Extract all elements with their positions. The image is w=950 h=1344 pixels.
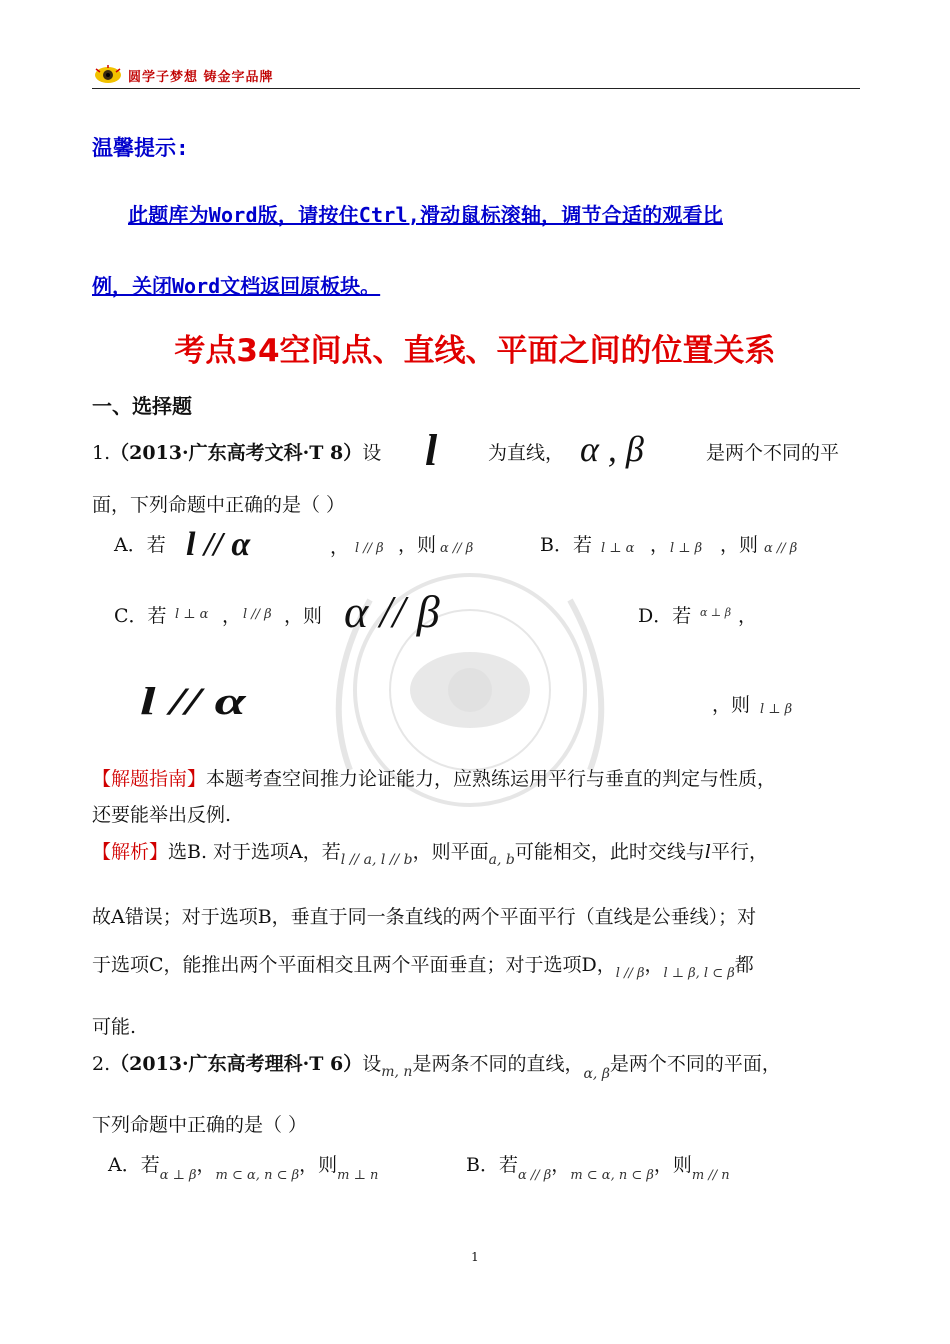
q1-solution-line-1 <box>92 837 768 868</box>
q2-option-a <box>108 1150 379 1183</box>
q2-lines-mn: m, n <box>381 1064 413 1080</box>
header-slogan: 圆学子梦想 铸金字品牌 <box>128 70 274 85</box>
q2-option-a-label: A．若 <box>108 1154 160 1176</box>
q1-option-d-then: ，则 <box>712 694 751 716</box>
q1-source: （2013·广东高考文科·T 8） <box>110 442 363 464</box>
q2-option-a-cond1: α ⊥ β <box>159 1168 197 1183</box>
q1-option-c-then: ，则 <box>284 605 323 627</box>
q1-option-d-math: l // α <box>140 679 246 724</box>
guide-text-1: 本题考查空间推力论证能力，应熟练运用平行与垂直的判定与性质， <box>206 768 777 790</box>
page-header <box>92 64 860 89</box>
solution-tag: 【解析】 <box>92 841 169 863</box>
q1-solution-line-3 <box>92 950 754 981</box>
q1-option-b-result: α // β <box>764 541 798 556</box>
q1-solution-line-4: 可能. <box>92 1016 137 1038</box>
q2-text-1: 设 <box>362 1053 382 1075</box>
q2-option-b-label: B．若 <box>466 1154 518 1176</box>
eye-logo-icon <box>94 65 122 85</box>
q1-line-l: l <box>425 426 438 475</box>
section-heading: 一、选择题 <box>92 394 192 418</box>
q2-number: 2. <box>92 1053 111 1075</box>
q2-option-a-result: m ⊥ n <box>337 1168 379 1183</box>
tip-title: 温馨提示: <box>92 136 189 160</box>
solution-text-1a: 选B. 对于选项A，若 <box>168 841 341 863</box>
q1-guide-line-1 <box>92 764 776 791</box>
q2-option-b-result: m // n <box>691 1168 730 1183</box>
q1-text-3: 是两个不同的平 <box>706 442 840 464</box>
solution-text-3b: 都 <box>734 954 754 976</box>
solution-text-3a: 于选项C，能推出两个平面相交且两个平面垂直；对于选项D， <box>92 954 616 976</box>
q2-source: （2013·广东高考理科·T 6） <box>110 1053 363 1075</box>
q1-option-d-label: D．若 <box>638 605 692 627</box>
q2-stem-cont: 下列命题中正确的是（ ） <box>92 1114 308 1136</box>
q1-option-c-sep: ， <box>222 605 242 627</box>
q2-option-b-then: ，则 <box>653 1154 692 1176</box>
q1-guide-line-2: 还要能举出反例. <box>92 804 232 826</box>
q2-option-b-sep: ， <box>551 1154 571 1176</box>
q2-option-a-cond2: m ⊂ α, n ⊂ β <box>215 1168 300 1183</box>
solution-text-1b: ，则平面 <box>412 841 489 863</box>
solution-l: l <box>704 841 711 863</box>
q1-stem <box>92 438 381 465</box>
tip-line-1[interactable]: 此题库为Word版，请按住Ctrl,滑动鼠标滚轴，调节合适的观看比 <box>128 203 723 227</box>
q1-option-b-then: ，则 <box>720 534 759 556</box>
q1-stem-cont: 面，下列命题中正确的是（ ） <box>92 494 346 516</box>
solution-text-1d: 平行， <box>710 841 768 863</box>
q2-text-3: 是两个不同的平面， <box>609 1053 781 1075</box>
q2-planes: α, β <box>583 1066 610 1082</box>
document-title: 考点34空间点、直线、平面之间的位置关系 <box>174 333 776 369</box>
solution-sep-3: ， <box>644 954 664 976</box>
q2-option-b-cond2: m ⊂ α, n ⊂ β <box>570 1168 654 1183</box>
solution-math-1: l // a, l // b <box>340 852 413 868</box>
q1-option-b-label: B．若 <box>540 534 592 556</box>
q1-text-2: 为直线， <box>488 442 565 464</box>
q1-option-c-cond1: l ⊥ α <box>175 607 209 622</box>
guide-tag: 【解题指南】 <box>92 768 207 790</box>
solution-math-4: l ⊥ β, l ⊂ β <box>663 966 735 981</box>
page-number: 1 <box>471 1250 479 1264</box>
q1-text: 设 <box>362 442 382 464</box>
q1-option-c-cond2: l // β <box>243 607 272 622</box>
q1-number: 1. <box>92 442 111 464</box>
q1-option-d-result: l ⊥ β <box>760 702 793 717</box>
q1-option-a-result: α // β <box>440 541 474 556</box>
q1-option-d-cond1: α ⊥ β <box>700 606 732 619</box>
q1-option-a-label: A．若 <box>114 534 166 556</box>
q1-option-c-label: C．若 <box>114 605 167 627</box>
q2-text-2: 是两条不同的直线， <box>412 1053 584 1075</box>
tip-line-2[interactable]: 例，关闭Word文档返回原板块。 <box>92 274 381 298</box>
q2-stem <box>92 1049 781 1082</box>
solution-text-1c: 可能相交，此时交线与 <box>514 841 705 863</box>
q1-option-b-sep: ， <box>650 534 670 556</box>
solution-math-2: a, b <box>488 852 515 868</box>
q1-planes: α , β <box>580 429 644 469</box>
q1-option-d-sep: ， <box>738 605 758 627</box>
q2-option-b <box>466 1150 730 1183</box>
q1-option-a-cond: l // β <box>355 541 384 556</box>
q1-option-b-cond1: l ⊥ α <box>601 541 635 556</box>
q1-option-a-then: ，则 <box>398 534 437 556</box>
q2-option-a-then: ，则 <box>299 1154 338 1176</box>
q1-option-c-result: α // β <box>344 586 440 637</box>
solution-math-3: l // β <box>615 966 645 981</box>
q1-solution-line-2: 故A错误；对于选项B，垂直于同一条直线的两个平面平行（直线是公垂线）；对 <box>92 906 757 928</box>
q1-option-b-cond2: l ⊥ β <box>670 541 703 556</box>
q2-option-b-cond1: α // β <box>517 1168 552 1183</box>
q1-option-a-sep: ， <box>330 536 350 558</box>
q2-option-a-sep: ， <box>196 1154 216 1176</box>
q1-option-a-math: l // α <box>186 526 251 563</box>
